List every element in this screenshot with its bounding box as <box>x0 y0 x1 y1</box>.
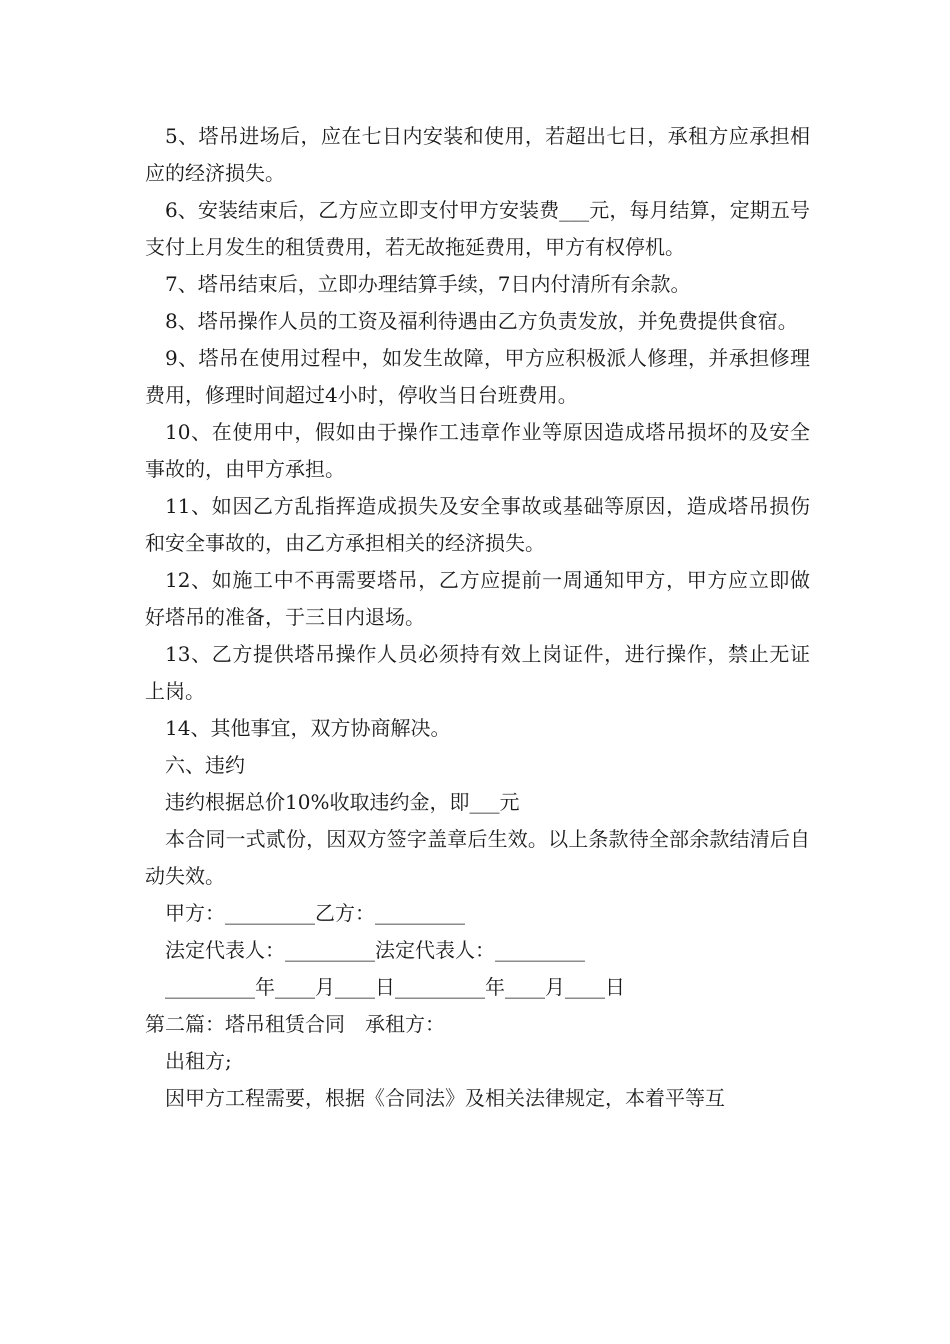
clause-11: 11、如因乙方乱指挥造成损失及安全事故或基础等原因，造成塔吊损伤和安全事故的，由乙方承担相关的经济损失。 <box>145 494 810 555</box>
signature-parties: 甲方：_________乙方：_________ <box>165 901 465 925</box>
clause-12: 12、如施工中不再需要塔吊，乙方应提前一周通知甲方，甲方应立即做好塔吊的准备，于三日内退场。 <box>145 568 810 629</box>
second-part-heading: 第二篇：塔吊租赁合同 承租方： <box>145 1012 445 1036</box>
clause-14: 14、其他事宜，双方协商解决。 <box>165 716 451 740</box>
contract-validity: 本合同一式贰份，因双方签字盖章后生效。以上条款待全部余款结清后自动失效。 <box>145 827 810 888</box>
signature-representatives: 法定代表人：_________法定代表人：_________ <box>165 938 585 962</box>
clause-5: 5、塔吊进场后，应在七日内安装和使用，若超出七日，承租方应承担相应的经济损失。 <box>145 124 810 185</box>
clause-9: 9、塔吊在使用过程中，如发生故障，甲方应积极派人修理，并承担修理费用，修理时间超过4小时，停收当日台班费用。 <box>145 346 810 407</box>
lessor-line: 出租方; <box>165 1049 232 1073</box>
section-heading-breach: 六、违约 <box>165 753 245 777</box>
clause-6: 6、安装结束后，乙方应立即支付甲方安装费___元，每月结算，定期五号支付上月发生的租赁费用，若无故拖延费用，甲方有权停机。 <box>145 198 810 259</box>
clause-10: 10、在使用中，假如由于操作工违章作业等原因造成塔吊损坏的及安全事故的，由甲方承担。 <box>145 420 810 481</box>
second-part-intro: 因甲方工程需要，根据《合同法》及相关法律规定，本着平等互 <box>165 1086 725 1110</box>
document-page <box>145 118 810 1117</box>
clause-8: 8、塔吊操作人员的工资及福利待遇由乙方负责发放，并免费提供食宿。 <box>165 309 798 333</box>
breach-penalty: 违约根据总价10%收取违约金，即___元 <box>165 790 520 814</box>
signature-dates: _________年____月____日_________年____月____日 <box>165 975 625 999</box>
clause-13: 13、乙方提供塔吊操作人员必须持有效上岗证件，进行操作，禁止无证上岗。 <box>145 642 810 703</box>
clause-7: 7、塔吊结束后，立即办理结算手续，7日内付清所有余款。 <box>165 272 691 296</box>
